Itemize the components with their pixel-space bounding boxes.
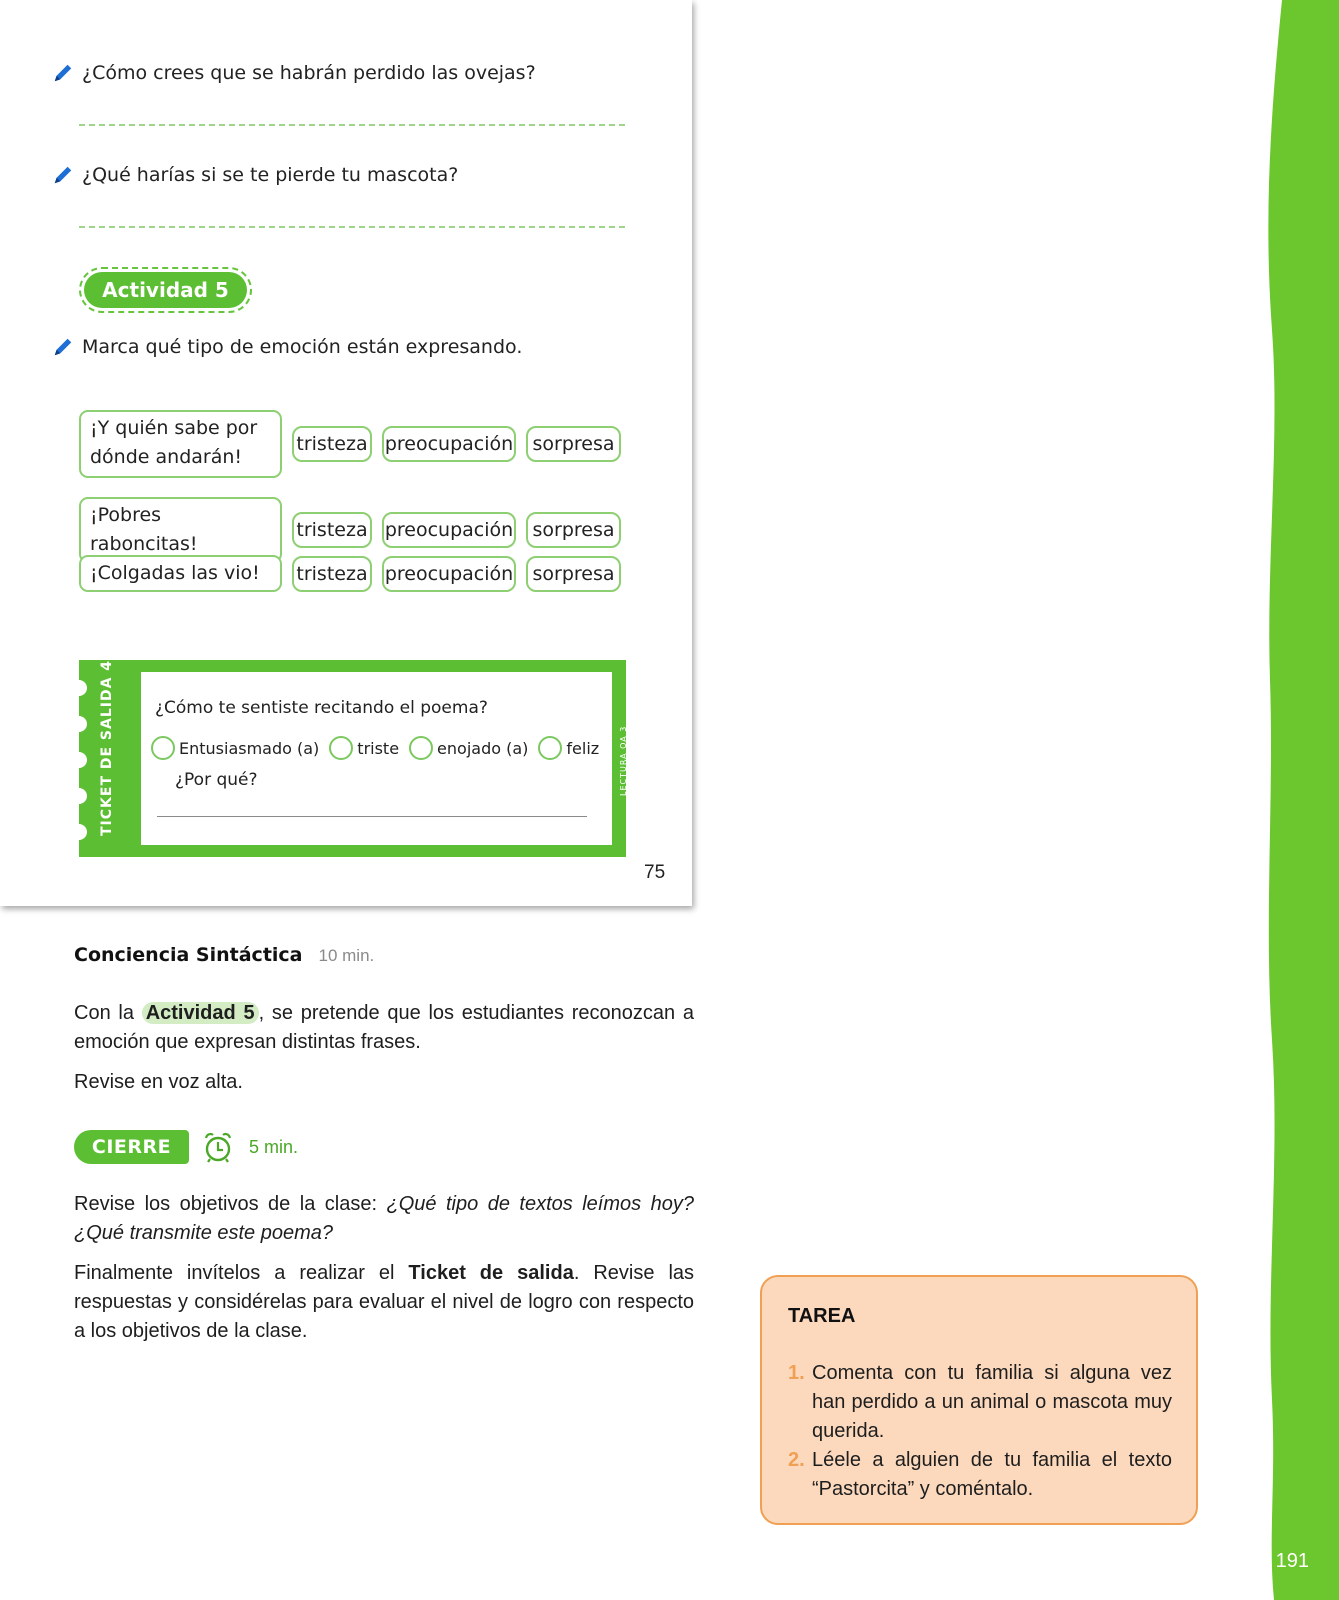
ticket-side-label-text: TICKET DE SALIDA 45 [99, 649, 115, 836]
instruction [52, 336, 522, 358]
ticket-option[interactable] [538, 736, 599, 760]
student-page-number: 75 [644, 862, 666, 883]
question-2-text: ¿Qué harías si se te pierde tu mascota? [82, 164, 459, 186]
option-tristeza[interactable]: tristeza [292, 512, 372, 548]
option-sorpresa[interactable]: sorpresa [526, 426, 621, 462]
ticket-option-label: feliz [566, 738, 600, 758]
homework-title: TAREA [788, 1305, 856, 1327]
answer-line-1[interactable] [79, 124, 625, 126]
ticket-option-label: enojado (a) [437, 738, 529, 758]
emotion-row [79, 497, 621, 563]
ticket-options [151, 736, 609, 760]
decorative-green-band [1262, 0, 1339, 1600]
phrase-box: ¡Y quién sabe por dónde andarán! [79, 410, 282, 478]
text-run: Con la [74, 1002, 142, 1024]
section-header [74, 944, 374, 966]
radio-circle[interactable] [409, 736, 433, 760]
option-sorpresa[interactable]: sorpresa [526, 512, 621, 548]
ticket-option[interactable] [409, 736, 528, 760]
paragraph-revise: Revise en voz alta. [74, 1071, 243, 1093]
ticket-option-label: Entusiasmado (a) [179, 738, 320, 758]
homework-box [760, 1275, 1198, 1525]
option-sorpresa[interactable]: sorpresa [526, 556, 621, 592]
text-run: Revise los objetivos de la clase: [74, 1193, 387, 1215]
highlighted-activity: Actividad 5 [142, 1002, 259, 1024]
objective-questions: ¿Qué tipo de textos leímos hoy? ¿Qué transmite este poema? [74, 1193, 694, 1244]
ticket-answer-line[interactable] [157, 816, 587, 817]
paragraph-objectives [74, 1190, 694, 1248]
option-preocupacion[interactable]: preocupación [382, 426, 516, 462]
activity-badge-label: Actividad 5 [84, 272, 247, 308]
phrase-box: ¡Colgadas las vio! [79, 555, 282, 592]
homework-item [788, 1359, 1172, 1446]
alarm-clock-icon [201, 1130, 235, 1164]
ticket-notch [71, 680, 87, 696]
section-title: Conciencia Sintáctica [74, 944, 303, 966]
ticket-question: ¿Cómo te sentiste recitando el poema? [155, 698, 488, 718]
ticket-content [141, 672, 612, 845]
pencil-icon [52, 62, 74, 84]
cierre-time: 5 min. [249, 1136, 299, 1157]
homework-text: Léele a alguien de tu familia el texto “Pastorcita” y coméntalo. [812, 1449, 1172, 1500]
student-workbook-page [0, 0, 692, 906]
option-tristeza[interactable]: tristeza [292, 556, 372, 592]
activity-badge [79, 267, 252, 313]
homework-number: 2. [788, 1449, 805, 1471]
pencil-icon [52, 336, 74, 358]
ticket-why: ¿Por qué? [175, 770, 258, 790]
cierre-badge: CIERRE [74, 1130, 189, 1164]
page-number: 191 [1275, 1550, 1309, 1572]
radio-circle[interactable] [151, 736, 175, 760]
text-run: Finalmente invítelos a realizar el [74, 1262, 409, 1284]
exit-ticket [79, 649, 628, 857]
ticket-option-label: triste [357, 738, 400, 758]
text-run: . Revise las respuestas y considérelas para evaluar el nivel de logro con respecto a los objetivos de la clase. [74, 1262, 695, 1342]
emotion-row [79, 410, 621, 478]
ticket-right-label-text: LECTURA OA 3 [619, 725, 628, 796]
question-2 [52, 164, 458, 186]
emotion-row [79, 555, 621, 592]
option-preocupacion[interactable]: preocupación [382, 512, 516, 548]
option-preocupacion[interactable]: preocupación [382, 556, 516, 592]
paragraph-ticket [74, 1259, 694, 1346]
ticket-option[interactable] [329, 736, 399, 760]
question-1 [52, 62, 536, 84]
homework-number: 1. [788, 1362, 805, 1384]
ticket-notch [71, 716, 87, 732]
pencil-icon [52, 164, 74, 186]
ticket-reference: Ticket de salida [408, 1262, 574, 1284]
cierre-row [74, 1130, 298, 1164]
ticket-notch [71, 788, 87, 804]
question-1-text: ¿Cómo crees que se habrán perdido las ovejas? [82, 62, 536, 84]
phrase-box: ¡Pobres raboncitas! [79, 497, 282, 563]
radio-circle[interactable] [329, 736, 353, 760]
ticket-notch [71, 752, 87, 768]
homework-text: Comenta con tu familia si alguna vez han perdido a un animal o mascota muy querida. [812, 1362, 1172, 1442]
text-run: , se pretende que los estudiantes reconozcan a emoción que expresan distintas frases. [74, 1002, 694, 1053]
paragraph-activity [74, 999, 694, 1057]
answer-line-2[interactable] [79, 226, 625, 228]
ticket-option[interactable] [151, 736, 319, 760]
instruction-text: Marca qué tipo de emoción están expresando. [82, 336, 523, 358]
radio-circle[interactable] [538, 736, 562, 760]
homework-list [788, 1359, 1172, 1504]
homework-item [788, 1446, 1172, 1504]
option-tristeza[interactable]: tristeza [292, 426, 372, 462]
section-time: 10 min. [318, 946, 375, 965]
ticket-notch [71, 824, 87, 840]
